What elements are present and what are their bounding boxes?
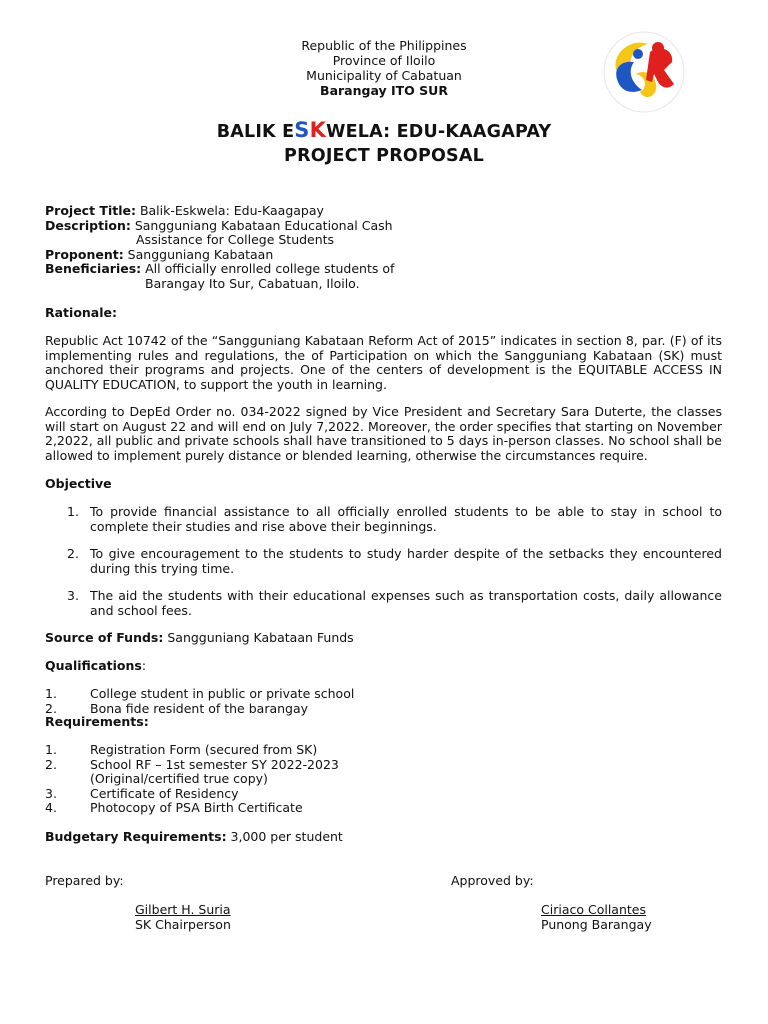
beneficiaries-value-1: All officially enrolled college students of <box>141 261 395 276</box>
beneficiaries-value-2: Barangay Ito Sur, Cabatuan, Iloilo. <box>145 275 360 291</box>
project-title-label: Project Title: <box>45 203 136 218</box>
title-part-1: BALIK E <box>216 122 295 142</box>
title-part-2: WELA: EDU-KAAGAPAY <box>326 122 552 142</box>
source-of-funds <box>45 631 354 646</box>
approved-by-name: Ciriaco Collantes <box>541 902 646 917</box>
project-title-row <box>45 204 405 219</box>
title-line-2: PROJECT PROPOSAL <box>284 146 484 166</box>
header-country: Republic of the Philippines <box>301 38 467 53</box>
list-number: 3. <box>45 785 57 801</box>
list-number: 4. <box>45 800 57 815</box>
funds-value: Sangguniang Kabataan Funds <box>163 630 354 645</box>
description-label: Description: <box>45 217 131 233</box>
prepared-by-name: Gilbert H. Suria <box>135 902 231 917</box>
document-title <box>0 118 768 168</box>
list-text: Certificate of Residency <box>90 785 239 801</box>
proponent-label: Proponent: <box>45 246 124 262</box>
list-text: Bona fide resident of the barangay <box>90 700 309 716</box>
header-barangay: Barangay ITO SUR <box>320 83 448 98</box>
list-text: Registration Form (secured from SK) <box>90 742 318 757</box>
beneficiaries-label: Beneficiaries: <box>45 261 142 276</box>
description-value-2: Assistance for College Students <box>136 232 335 247</box>
beneficiaries-row <box>45 262 405 277</box>
rationale-paragraph-2: According to DepEd Order no. 034-2022 signed by Vice President and Secretary Sara Duterte, the classes will start on August 22 and will end on July 7,2022. Moreover, the order specifies that starting on November 2,2022, all public and private schools shall have transitioned to 5 days in-person classes. No school shall be allowed to implement purely distance or blended learning, otherwise the circumstances require. <box>45 404 722 463</box>
budget-value: 3,000 per student <box>226 829 343 844</box>
requirements-heading: Requirements: <box>45 714 149 729</box>
objective-number: 3. <box>67 588 79 603</box>
project-title-value: Balik-Eskwela: Edu-Kaagapay <box>135 203 324 218</box>
project-info <box>45 204 405 291</box>
proponent-row <box>45 248 405 263</box>
proponent-value: Sangguniang Kabataan <box>123 246 274 262</box>
objective-number: 2. <box>67 546 79 561</box>
header-province: Province of Iloilo <box>332 53 436 68</box>
prepared-by-label: Prepared by: <box>45 873 124 888</box>
objective-heading: Objective <box>45 476 112 491</box>
budget-label: Budgetary Requirements: <box>45 829 227 844</box>
title-line-1 <box>0 118 768 144</box>
budgetary-requirements <box>45 830 343 845</box>
qualifications-heading-text: Qualifications <box>45 658 142 673</box>
list-number: 2. <box>45 756 57 772</box>
approved-by-label: Approved by: <box>451 873 534 888</box>
title-letter-s: S <box>294 118 310 142</box>
objective-text: The aid the students with their educational expenses such as transportation costs, daily allowance and school fees. <box>90 588 722 618</box>
list-text: College student in public or private school <box>90 686 355 701</box>
rationale-paragraph-1: Republic Act 10742 of the “Sangguniang Kabataan Reform Act of 2015” indicates in section 8, par. (F) of its implementing rules and regulations, the of Participation on which the Sangguniang Kabataan (SK) must anchored their programs and projects. One of the centers of development is the EQUITABLE ACCESS IN QUALITY EDUCATION, to support the youth in learning. <box>45 333 722 392</box>
approved-by-role: Punong Barangay <box>541 917 652 932</box>
objective-text: To give encouragement to the students to study harder despite of the setbacks they encountered during this trying time. <box>90 546 722 576</box>
rationale-heading: Rationale: <box>45 305 118 320</box>
sk-logo <box>602 30 686 114</box>
header-municipality: Municipality of Cabatuan <box>306 68 462 83</box>
objective-text: To provide financial assistance to all officially enrolled students to be able to stay in school to complete their studies and rise above their beginnings. <box>90 504 722 534</box>
list-text: School RF – 1st semester SY 2022-2023 <box>90 756 339 772</box>
list-text: Photocopy of PSA Birth Certificate <box>90 800 303 815</box>
list-number: 2. <box>45 700 57 716</box>
description-value-1: Sangguniang Kabataan Educational Cash <box>130 217 393 233</box>
description-row <box>45 219 405 234</box>
prepared-by-role: SK Chairperson <box>135 917 231 932</box>
qualifications-heading <box>45 659 146 674</box>
funds-label: Source of Funds: <box>45 630 164 645</box>
list-text: (Original/certified true copy) <box>90 771 268 786</box>
list-number: 1. <box>45 742 57 757</box>
title-letter-k: K <box>309 118 327 142</box>
qualifications-colon: : <box>141 658 147 673</box>
list-number: 1. <box>45 686 57 701</box>
objective-number: 1. <box>67 504 79 519</box>
